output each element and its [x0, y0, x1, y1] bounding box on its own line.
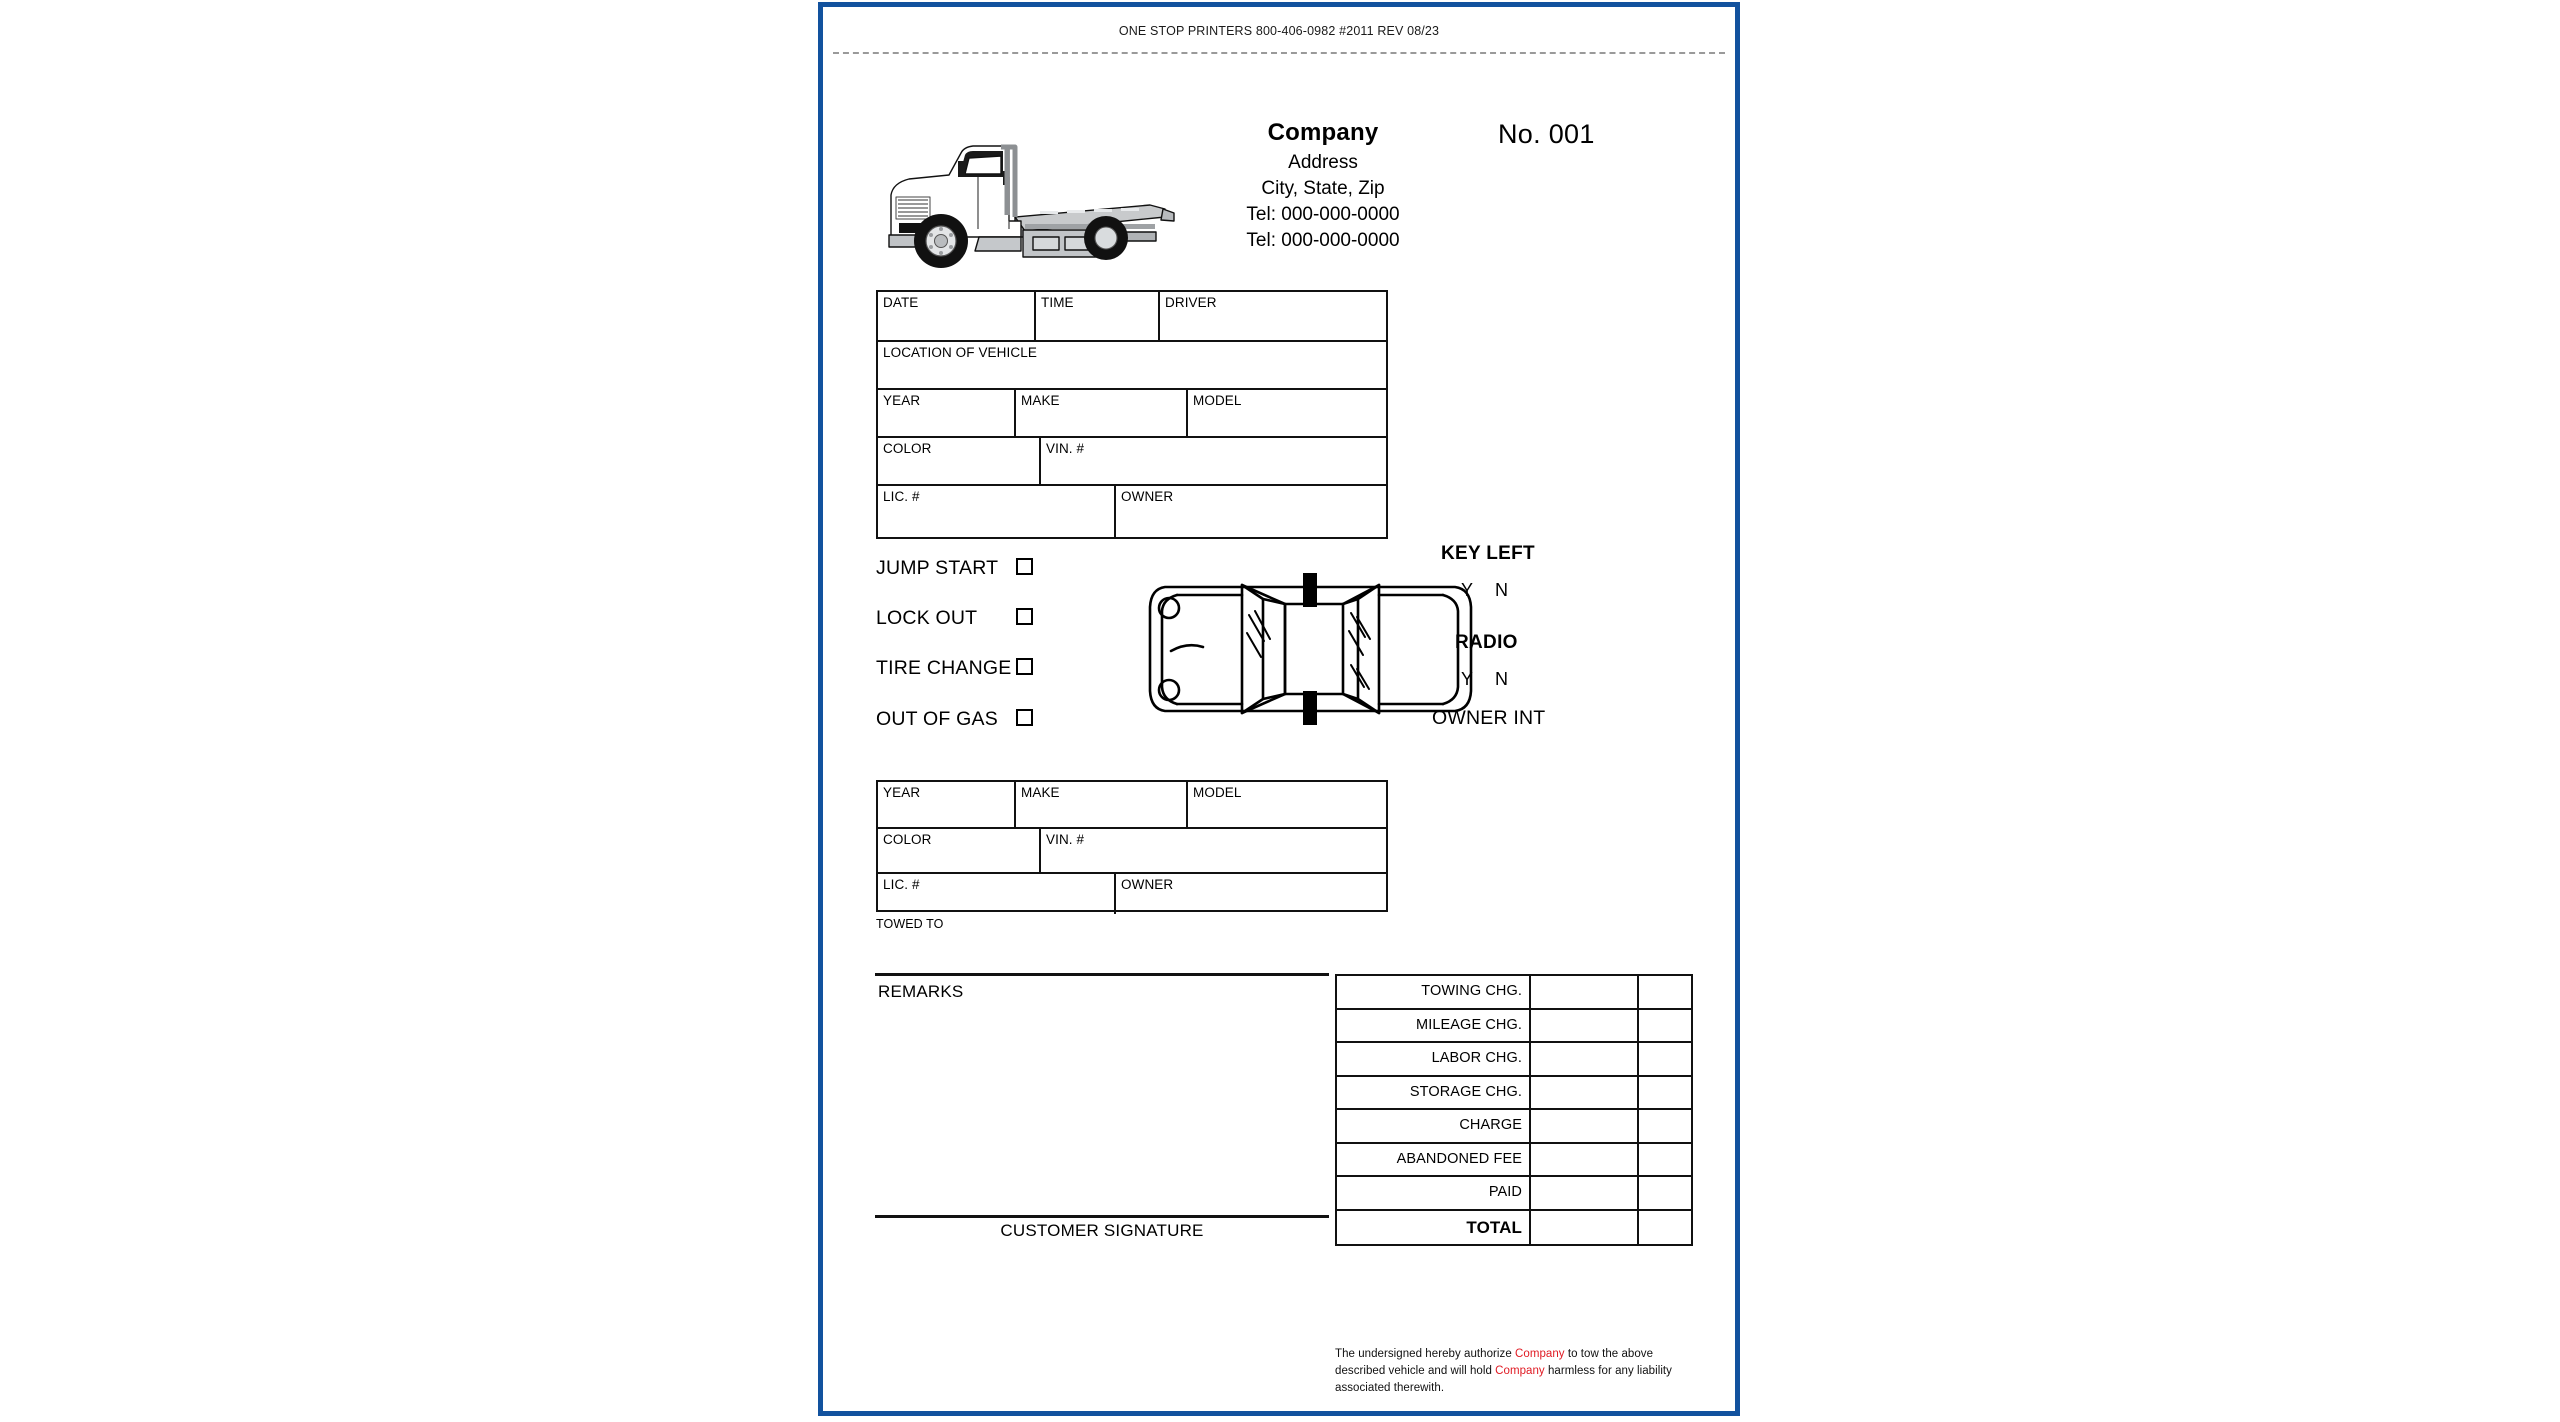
table-row	[878, 342, 1386, 390]
company-block	[1178, 117, 1468, 254]
charge-dollars-labor[interactable]	[1531, 1043, 1639, 1075]
service-checkbox-jump-start[interactable]	[1016, 558, 1033, 575]
model-label: MODEL	[1193, 393, 1242, 408]
vehicle-info-table	[876, 780, 1388, 912]
signature-rule[interactable]	[875, 1215, 1329, 1218]
service-checkbox-out-of-gas[interactable]	[1016, 709, 1033, 726]
remarks-input[interactable]	[878, 1007, 1328, 1202]
printer-credit: ONE STOP PRINTERS 800-406-0982 #2011 REV 08/23	[1118, 24, 1440, 38]
disclaimer-part-3: harmless for any liability associated therewith.	[1335, 1364, 1672, 1394]
key-left-no[interactable]: N	[1495, 580, 1509, 600]
disclaimer-company-2: Company	[1495, 1364, 1545, 1377]
key-left-heading: KEY LEFT	[1441, 543, 1535, 564]
service-label-jump-start: JUMP START	[876, 557, 999, 579]
company-city-state-zip: City, State, Zip	[1261, 177, 1385, 199]
vehicle-make-cell[interactable]	[1016, 782, 1188, 827]
table-row	[878, 292, 1386, 342]
charge-label-paid: PAID	[1337, 1177, 1531, 1209]
table-row	[878, 390, 1386, 438]
vin-cell[interactable]	[1041, 438, 1390, 484]
location-of-vehicle-label: LOCATION OF VEHICLE	[883, 345, 1037, 360]
disclaimer-company-1: Company	[1515, 1348, 1565, 1360]
charge-dollars-charge[interactable]	[1531, 1110, 1639, 1142]
vehicle-make-label: MAKE	[1021, 785, 1060, 800]
make-label: MAKE	[1021, 393, 1060, 408]
remarks-label: REMARKS	[878, 982, 964, 1001]
customer-signature-label: CUSTOMER SIGNATURE	[1000, 1221, 1204, 1240]
form-frame	[818, 2, 1740, 1416]
vehicle-license-label: LIC. #	[883, 877, 920, 892]
charge-dollars-mileage[interactable]	[1531, 1010, 1639, 1042]
table-row	[1337, 1211, 1691, 1245]
time-label: TIME	[1041, 295, 1074, 310]
charge-label-storage: STORAGE CHG.	[1337, 1077, 1531, 1109]
service-checkbox-tire-change[interactable]	[1016, 658, 1033, 675]
charge-label-total: TOTAL	[1337, 1211, 1531, 1245]
vehicle-model-cell[interactable]	[1188, 782, 1390, 827]
year-label: YEAR	[883, 393, 921, 408]
charge-cents-towing[interactable]	[1639, 976, 1691, 1008]
driver-cell[interactable]	[1160, 292, 1390, 340]
service-label-tire-change: TIRE CHANGE	[876, 657, 1012, 679]
date-label: DATE	[883, 295, 919, 310]
vehicle-owner-cell[interactable]	[1116, 874, 1390, 914]
charge-dollars-total[interactable]	[1531, 1211, 1639, 1245]
charge-label-abandoned-fee: ABANDONED FEE	[1337, 1144, 1531, 1176]
charge-cents-labor[interactable]	[1639, 1043, 1691, 1075]
vehicle-vin-label: VIN. #	[1046, 832, 1085, 847]
charge-cents-charge[interactable]	[1639, 1110, 1691, 1142]
charge-label-charge: CHARGE	[1337, 1110, 1531, 1142]
radio-heading: RADIO	[1455, 632, 1518, 653]
charge-cents-paid[interactable]	[1639, 1177, 1691, 1209]
charge-cents-storage[interactable]	[1639, 1077, 1691, 1109]
date-cell[interactable]	[878, 292, 1036, 340]
vehicle-color-cell[interactable]	[878, 829, 1041, 872]
service-checkbox-lock-out[interactable]	[1016, 608, 1033, 625]
model-cell[interactable]	[1188, 390, 1390, 436]
vehicle-owner-label: OWNER	[1121, 877, 1174, 892]
vehicle-year-cell[interactable]	[878, 782, 1016, 827]
vin-label: VIN. #	[1046, 441, 1085, 456]
table-row	[878, 874, 1386, 914]
remarks-top-rule	[875, 973, 1329, 976]
table-row	[1337, 976, 1691, 1010]
table-row	[1337, 1043, 1691, 1077]
vehicle-vin-cell[interactable]	[1041, 829, 1390, 872]
radio-yes[interactable]: Y	[1461, 669, 1474, 689]
key-left-yes[interactable]: Y	[1461, 580, 1474, 600]
flatbed-tow-truck-icon	[875, 125, 1175, 275]
ticket-number: No. 001	[1498, 119, 1595, 149]
table-row	[878, 829, 1386, 874]
vehicle-color-label: COLOR	[883, 832, 932, 847]
vehicle-year-label: YEAR	[883, 785, 921, 800]
radio-no[interactable]: N	[1495, 669, 1509, 689]
table-row	[1337, 1144, 1691, 1178]
service-label-lock-out: LOCK OUT	[876, 607, 978, 629]
tow-ticket-sheet	[823, 7, 1735, 1411]
charge-label-towing: TOWING CHG.	[1337, 976, 1531, 1008]
year-cell[interactable]	[878, 390, 1016, 436]
charges-table	[1335, 974, 1693, 1246]
owner-initials-label: OWNER INT	[1432, 707, 1546, 729]
owner-cell[interactable]	[1116, 486, 1390, 537]
charge-cents-total[interactable]	[1639, 1211, 1691, 1245]
company-phone-2: Tel: 000-000-0000	[1246, 229, 1400, 251]
license-cell[interactable]	[878, 486, 1116, 537]
time-cell[interactable]	[1036, 292, 1160, 340]
charge-label-labor: LABOR CHG.	[1337, 1043, 1531, 1075]
service-label-out-of-gas: OUT OF GAS	[876, 708, 998, 730]
charge-dollars-paid[interactable]	[1531, 1177, 1639, 1209]
vehicle-model-label: MODEL	[1193, 785, 1242, 800]
charge-dollars-abandoned-fee[interactable]	[1531, 1144, 1639, 1176]
authorization-disclaimer	[1335, 1346, 1695, 1396]
company-name: Company	[1267, 119, 1379, 146]
call-info-table	[876, 290, 1388, 539]
service-band	[823, 543, 1735, 747]
perforation-line	[833, 52, 1725, 54]
table-row	[878, 438, 1386, 486]
disclaimer-part-2: to tow the above described vehicle and will hold	[1335, 1348, 1654, 1377]
disclaimer-part-1: The undersigned hereby authorize	[1335, 1348, 1516, 1360]
charge-label-mileage: MILEAGE CHG.	[1337, 1010, 1531, 1042]
make-cell[interactable]	[1016, 390, 1188, 436]
table-row	[1337, 1177, 1691, 1211]
charge-dollars-storage[interactable]	[1531, 1077, 1639, 1109]
owner-label: OWNER	[1121, 489, 1174, 504]
license-label: LIC. #	[883, 489, 920, 504]
company-address: Address	[1288, 151, 1358, 173]
table-row	[878, 782, 1386, 829]
charge-cents-mileage[interactable]	[1639, 1010, 1691, 1042]
color-cell[interactable]	[878, 438, 1041, 484]
towed-to-label[interactable]: TOWED TO	[876, 917, 944, 931]
table-row	[1337, 1110, 1691, 1144]
vehicle-license-cell[interactable]	[878, 874, 1116, 914]
table-row	[1337, 1077, 1691, 1111]
charge-cents-abandoned-fee[interactable]	[1639, 1144, 1691, 1176]
color-label: COLOR	[883, 441, 932, 456]
charge-dollars-towing[interactable]	[1531, 976, 1639, 1008]
company-phone-1: Tel: 000-000-0000	[1246, 203, 1400, 225]
driver-label: DRIVER	[1165, 295, 1217, 310]
table-row	[878, 486, 1386, 537]
location-of-vehicle-cell[interactable]	[878, 342, 1390, 388]
table-row	[1337, 1010, 1691, 1044]
